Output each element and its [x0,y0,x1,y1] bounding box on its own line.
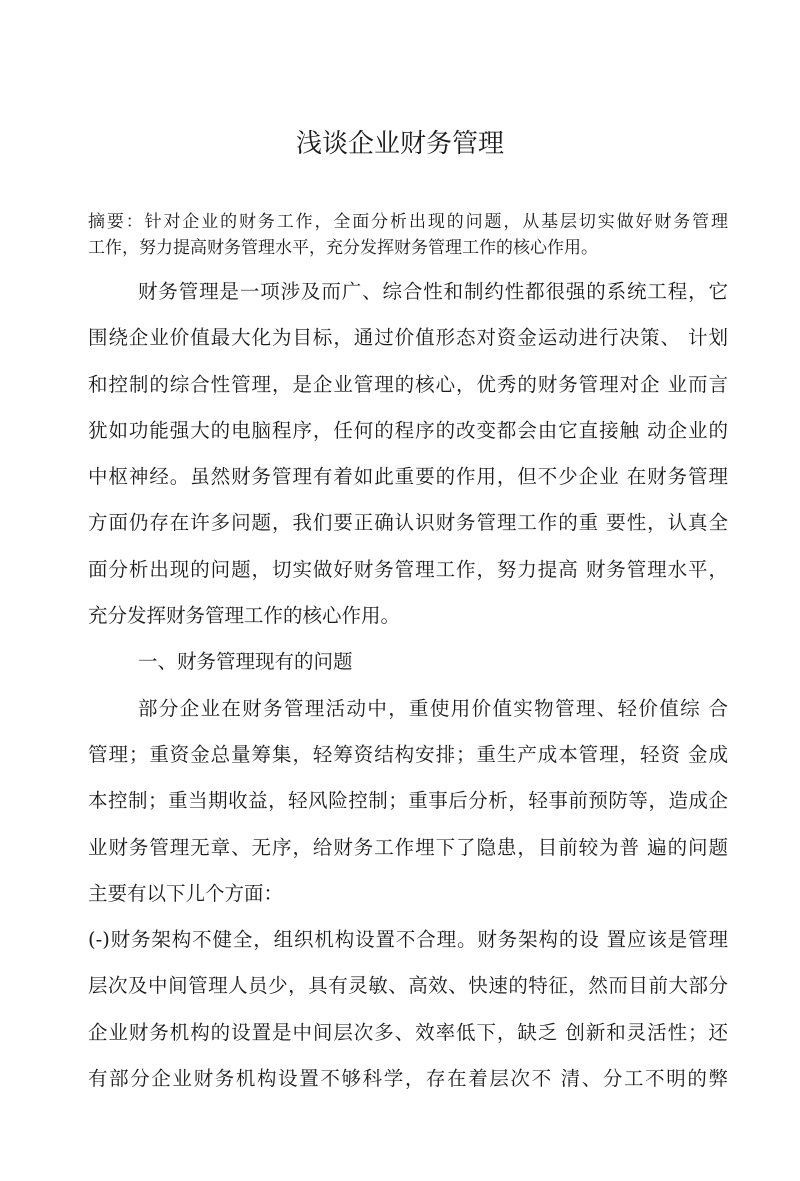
paragraph-line: (-)财务架构不健全，组织机构设置不合理。财务架构的设 置应该是管理 [88,928,728,951]
paragraph-line: 财务管理是一项涉及而广、综合性和制约性都很强的系统工程，它 [138,280,728,303]
paragraph-line: 方面仍存在许多问题，我们要正确认识财务管理工作的重 要性，认真全 [88,511,728,534]
abstract-line: 工作，努力提高财务管理水平，充分发挥财务管理工作的核心作用。 [88,238,598,258]
paragraph-line: 管理；重资金总量筹集，轻筹资结构安排；重生产成本管理，轻资 金成 [88,743,728,766]
paragraph-line: 和控制的综合性管理，是企业管理的核心，优秀的财务管理对企 业而言 [88,373,728,396]
paragraph-line: 主要有以下儿个方面： [88,882,284,905]
abstract [88,209,728,261]
paragraph-line: 有部分企业财务机构设置不够科学，存在着层次不 清、分工不明的弊 [88,1067,728,1090]
paragraph-line: 部分企业在财务管理活动中，重使用价值实物管理、轻价值综 合 [138,697,728,720]
document-title: 浅谈企业财务管理 [295,129,504,159]
paragraph-line: 企业财务机构的设置是中间层次多、效率低下，缺乏 创新和灵活性；还 [88,1021,728,1044]
paragraph-line: 面分析出现的问题，切实做好财务管理工作，努力提高 财务管理水平， [88,558,728,581]
paragraph-line: 围绕企业价值最大化为目标，通过价值形态对资金运动进行决策、 计划 [88,326,728,349]
paragraph-line: 犹如功能强大的电脑程序，任何的程序的改变都会由它直接触 动企业的 [88,419,728,442]
abstract-line: 摘要：针对企业的财务工作，全面分析出现的问题，从基层切实做好财务管理 [88,212,728,232]
paragraph-line: 充分发挥财务管理工作的核心作用。 [88,604,401,627]
paragraph-line: 本控制；重当期收益，轻风险控制；重事后分析，轻事前预防等，造成企 [88,789,728,812]
paragraph-line: 中枢神经。虽然财务管理有着如此重要的作用，但不少企业 在财务管理 [88,465,728,488]
section-heading: 一、财务管理现有的问题 [138,650,353,673]
paragraph-line: 业财务管理无章、无序，给财务工作埋下了隐患，目前较为普 遍的问题 [88,836,728,859]
paragraph-line: 层次及中间管理人员少，具有灵敏、高效、快速的特征，然而目前大部分 [88,974,728,997]
